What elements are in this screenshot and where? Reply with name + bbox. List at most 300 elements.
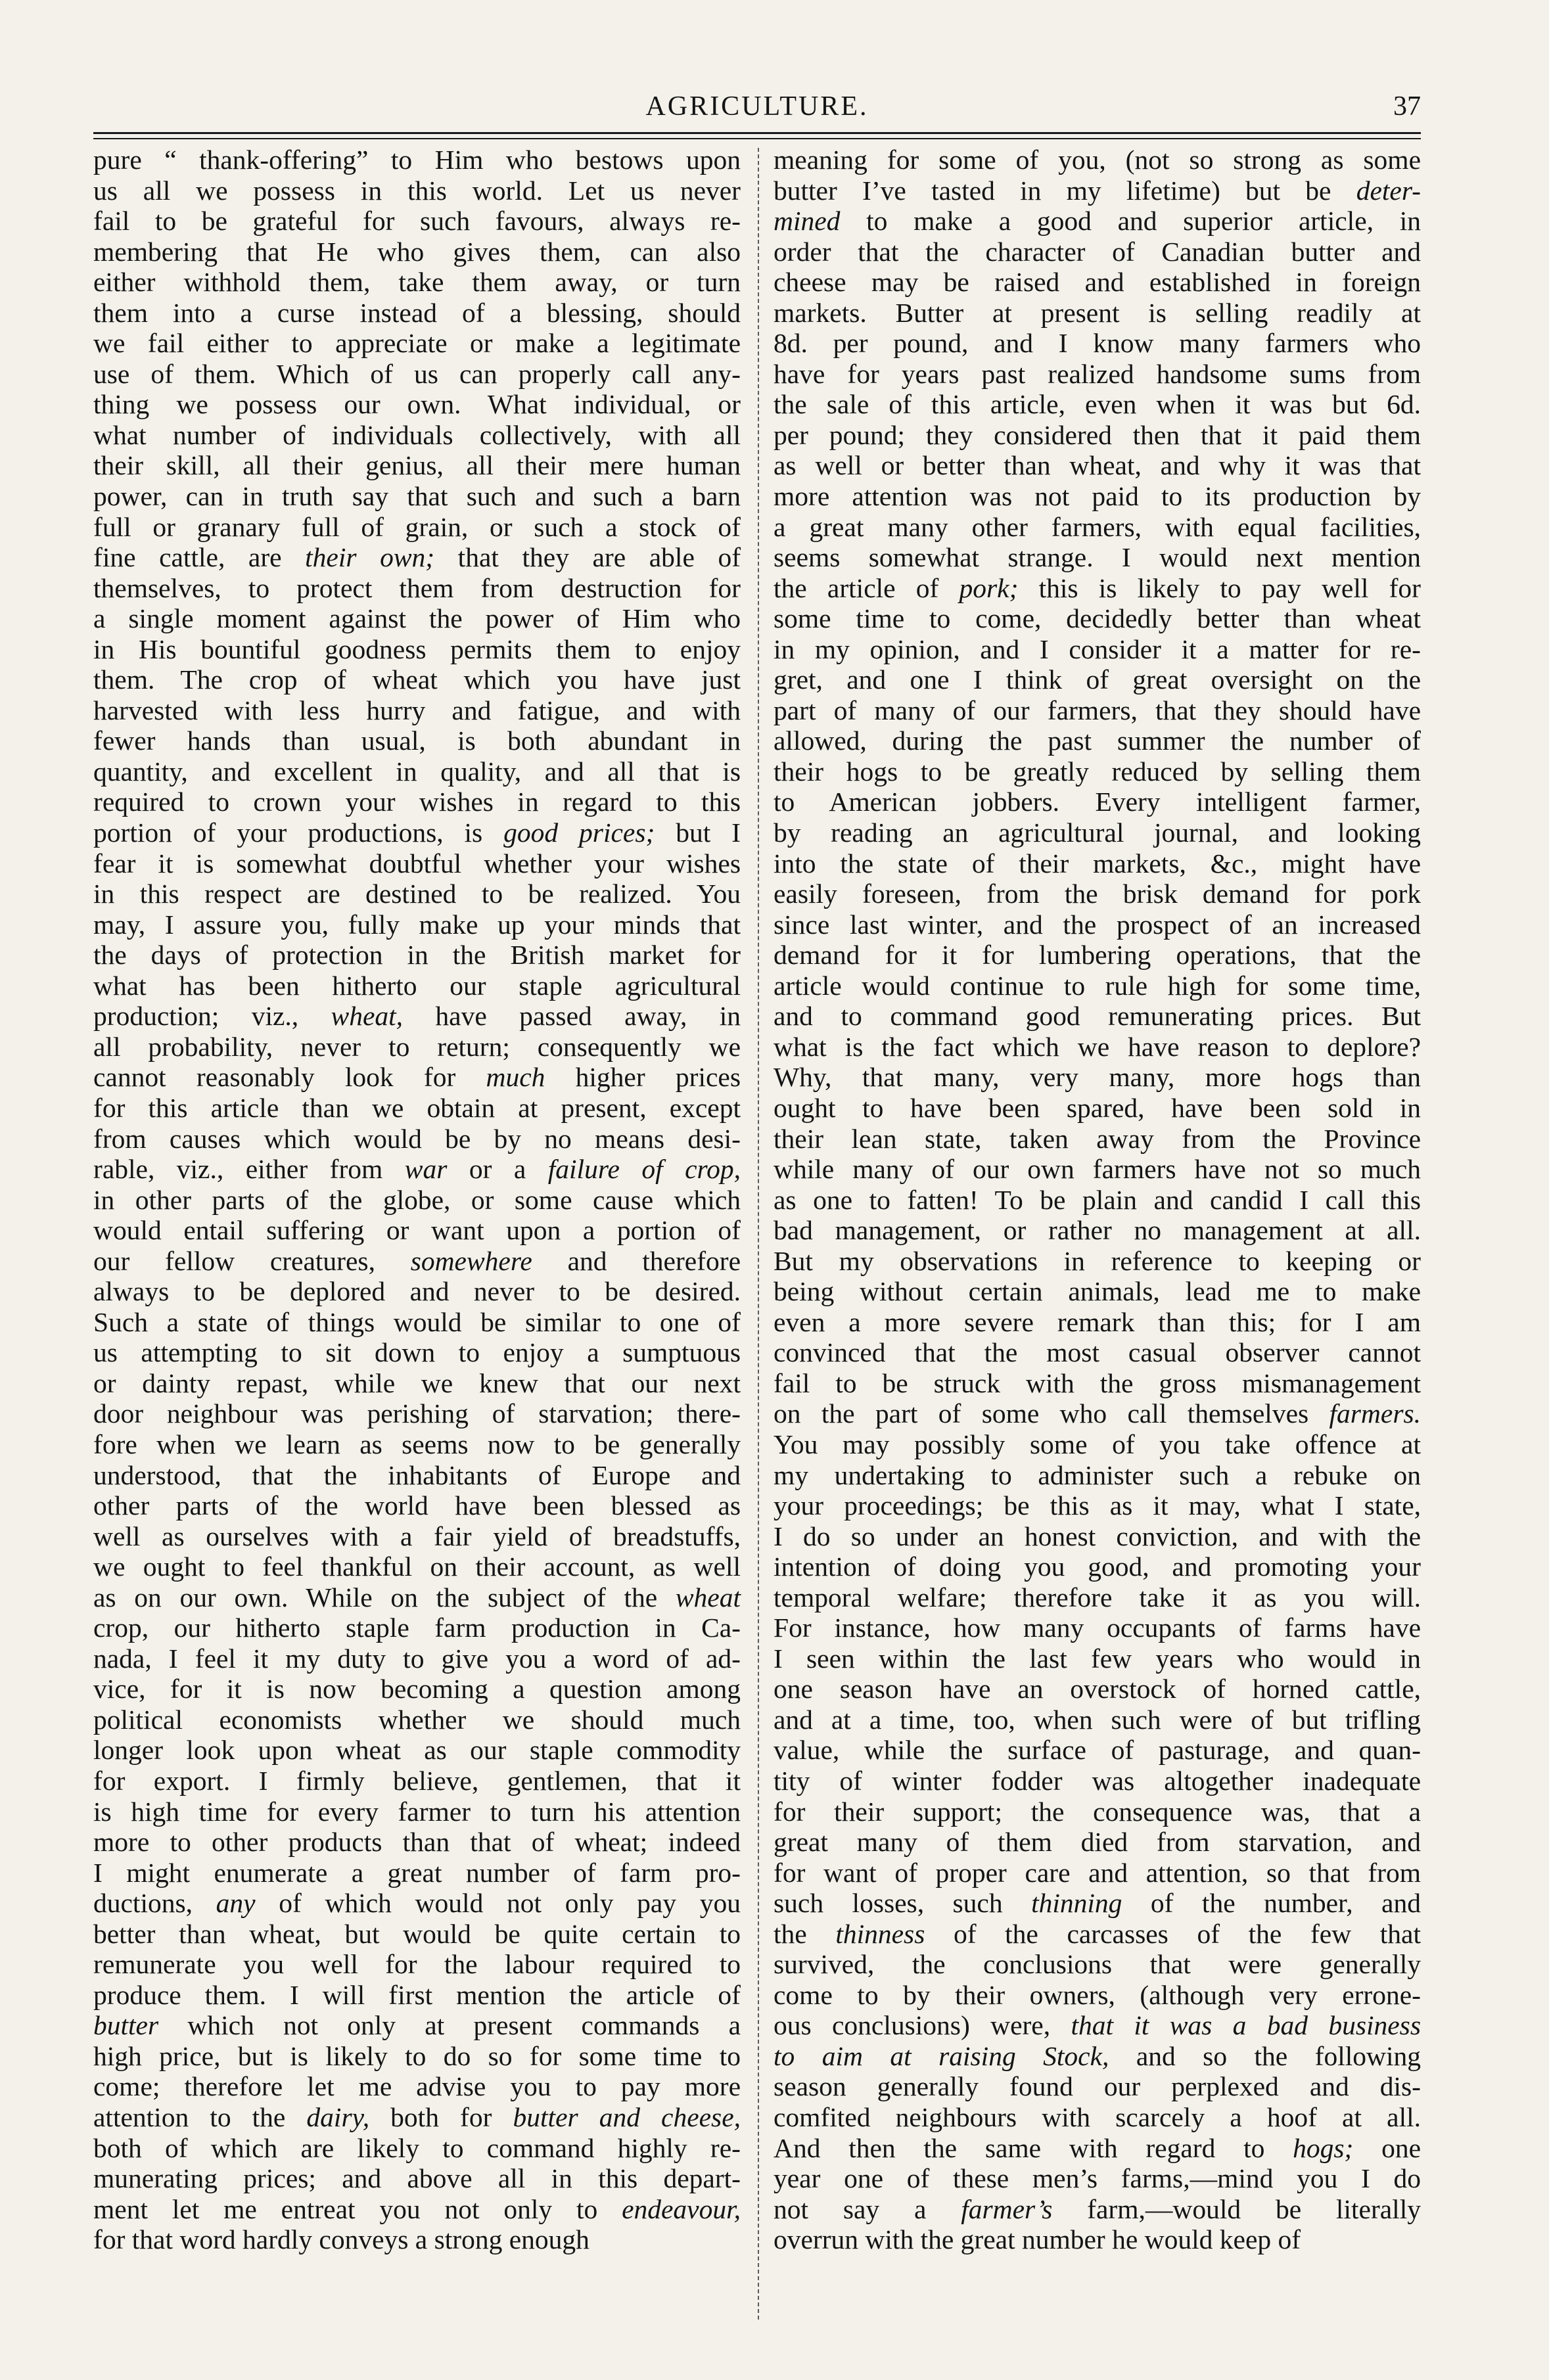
text-segment: their skill, all their genius, all their mere human <box>93 450 741 481</box>
text-line <box>93 603 741 634</box>
text-line <box>774 359 1421 390</box>
text-segment: fewer hands than usual, is both abundant in <box>93 725 741 756</box>
text-line <box>774 2102 1421 2133</box>
text-line <box>93 1490 741 1521</box>
text-segment: You may possibly some of you take offence at <box>774 1429 1421 1459</box>
text-segment: we fail either to appreciate or make a legitimate <box>93 328 741 359</box>
text-segment: and at a time, too, when such were of but trifling <box>774 1704 1421 1735</box>
text-segment: Such a state of things would be similar to one of <box>93 1306 741 1337</box>
text-line <box>93 1613 741 1643</box>
text-line <box>774 603 1421 634</box>
text-segment: ductions, <box>93 1888 216 1919</box>
text-line <box>93 756 741 787</box>
text-segment: from causes which would be by no means desi- <box>93 1123 741 1154</box>
text-line <box>774 298 1421 329</box>
text-line <box>93 1124 741 1155</box>
text-line <box>774 1246 1421 1277</box>
text-segment: a great many other farmers, with equal facilities, <box>774 511 1421 542</box>
text-segment: them into a curse instead of a blessing, should <box>93 297 741 328</box>
text-line <box>774 512 1421 543</box>
text-line <box>93 634 741 665</box>
text-line <box>93 2010 741 2041</box>
text-segment: longer look upon wheat as our staple commodity <box>93 1735 741 1766</box>
text-segment: convinced that the most casual observer cannot <box>774 1337 1421 1368</box>
text-segment: since last winter, and the prospect of an increased <box>774 909 1421 940</box>
text-segment: ous conclusions) were, <box>774 2010 1071 2041</box>
text-line <box>93 1827 741 1858</box>
text-segment: your proceedings; be this as it may, what I state, <box>774 1490 1421 1521</box>
text-segment: vice, for it is now becoming a question among <box>93 1674 741 1705</box>
text-line <box>93 725 741 756</box>
text-line <box>774 971 1421 1001</box>
text-segment: in this respect are destined to be realized. You <box>93 879 741 909</box>
italic-text: much <box>486 1062 545 1093</box>
text-line <box>774 1490 1421 1521</box>
text-line <box>774 145 1421 175</box>
text-line <box>93 1460 741 1491</box>
italic-text: butter <box>93 2010 159 2041</box>
text-segment: temporal welfare; therefore take it as you will. <box>774 1582 1421 1613</box>
italic-text: wheat <box>675 1582 741 1613</box>
text-segment: as on our own. While on the subject of the <box>93 1582 676 1613</box>
text-line <box>93 1154 741 1185</box>
text-line <box>774 1551 1421 1582</box>
text-line <box>774 909 1421 940</box>
text-segment: always to be deplored and never to be desired. <box>93 1276 741 1307</box>
text-segment: farm,—would be literally <box>1052 2193 1421 2224</box>
italic-text: thinness <box>835 1918 925 1949</box>
text-segment: of the number, and <box>1122 1888 1421 1919</box>
text-line <box>774 2194 1421 2225</box>
text-line <box>93 267 741 298</box>
italic-text: failure of crop, <box>547 1154 741 1185</box>
text-line <box>93 664 741 695</box>
text-segment: part of many of our farmers, that they should have <box>774 695 1421 725</box>
page-title: AGRICULTURE. <box>645 91 869 122</box>
text-line <box>774 2010 1421 2041</box>
text-segment: what number of individuals collectively, with all <box>93 419 741 450</box>
text-segment: tity of winter fodder was altogether inadequate <box>774 1765 1421 1796</box>
italic-text: pork; <box>959 572 1019 603</box>
text-line <box>774 1888 1421 1919</box>
text-line <box>774 420 1421 451</box>
text-segment: even a more severe remark than this; for I am <box>774 1306 1421 1337</box>
text-segment: overrun with the great number he would keep of <box>774 2224 1301 2255</box>
text-line <box>93 1215 741 1246</box>
text-segment: come; therefore let me advise you to pay more <box>93 2071 741 2102</box>
text-line <box>774 1674 1421 1705</box>
text-segment: the days of protection in the British market for <box>93 940 741 971</box>
text-segment: munerating prices; and above all in this depart- <box>93 2163 741 2194</box>
text-line <box>774 1521 1421 1552</box>
text-line <box>93 1062 741 1093</box>
italic-text: farmers. <box>1329 1398 1421 1429</box>
text-segment: in my opinion, and I consider it a matter for re- <box>774 633 1421 664</box>
text-line <box>93 879 741 909</box>
text-line <box>93 450 741 481</box>
text-line <box>93 420 741 451</box>
text-line <box>774 206 1421 237</box>
text-segment: of the carcasses of the few that <box>925 1918 1421 1949</box>
text-segment: and so the following <box>1109 2040 1422 2071</box>
text-segment: demand for it for lumbering operations, that the <box>774 940 1421 971</box>
text-line <box>774 1154 1421 1185</box>
text-line <box>93 2133 741 2164</box>
text-line <box>93 542 741 573</box>
text-segment: both for <box>369 2102 513 2132</box>
text-segment: butter I’ve tasted in my lifetime) but be <box>774 175 1356 206</box>
italic-text: somewhere <box>410 1245 532 1276</box>
text-line <box>774 1827 1421 1858</box>
italic-text: dairy, <box>306 2102 370 2132</box>
text-line <box>774 1980 1421 2011</box>
text-segment: them. The crop of wheat which you have just <box>93 664 741 695</box>
text-segment: which not only at present commands a <box>158 2010 741 2041</box>
text-line <box>93 817 741 848</box>
text-segment: But my observations in reference to keeping or <box>774 1245 1421 1276</box>
text-segment: to American jobbers. Every intelligent farmer, <box>774 787 1421 817</box>
text-line <box>774 1276 1421 1307</box>
text-segment: one <box>1353 2132 1422 2163</box>
text-line <box>93 971 741 1001</box>
text-segment: meaning for some of you, (not so strong as some <box>774 145 1421 175</box>
text-segment: and therefore <box>532 1245 741 1276</box>
text-line <box>774 725 1421 756</box>
text-segment: full or granary full of grain, or such a stock of <box>93 511 741 542</box>
text-segment: fear it is somewhat doubtful whether your wishes <box>93 848 741 879</box>
text-line <box>93 1551 741 1582</box>
text-segment: come to by their owners, (although very errone- <box>774 1979 1421 2010</box>
text-line <box>93 359 741 390</box>
text-segment: I might enumerate a great number of farm pro- <box>93 1857 741 1888</box>
text-line <box>93 787 741 817</box>
text-segment: high price, but is likely to do so for some time to <box>93 2040 741 2071</box>
text-segment: for this article than we obtain at present, except <box>93 1092 741 1123</box>
page-number: 37 <box>1393 91 1421 122</box>
text-segment: or a <box>447 1154 548 1185</box>
text-segment: membering that He who gives them, can also <box>93 236 741 267</box>
text-line <box>774 1032 1421 1063</box>
text-segment: gret, and one I think of great oversight on the <box>774 664 1421 695</box>
text-line <box>774 940 1421 971</box>
text-line <box>774 2163 1421 2194</box>
text-line <box>774 1766 1421 1796</box>
left-column <box>93 145 741 2255</box>
text-segment: not say a <box>774 2193 961 2224</box>
text-segment: nada, I feel it my duty to give you a word of ad- <box>93 1643 741 1674</box>
text-line <box>774 756 1421 787</box>
text-line <box>774 2133 1421 2164</box>
text-line <box>774 1307 1421 1338</box>
text-segment: I seen within the last few years who would in <box>774 1643 1421 1674</box>
text-line <box>774 2224 1421 2255</box>
header-rule-thin <box>93 138 1421 139</box>
text-line <box>93 1766 741 1796</box>
text-segment: for their support; the consequence was, that a <box>774 1796 1421 1827</box>
text-segment: article would continue to rule high for some time, <box>774 970 1421 1001</box>
text-segment: one season have an overstock of horned cattle, <box>774 1674 1421 1705</box>
text-segment: a single moment against the power of Him who <box>93 603 741 634</box>
text-segment: all probability, never to return; consequently we <box>93 1031 741 1062</box>
text-line <box>93 2071 741 2102</box>
text-line <box>774 1185 1421 1216</box>
text-line <box>774 1062 1421 1093</box>
text-line <box>774 1949 1421 1980</box>
text-segment: thing we possess our own. What individual, or <box>93 389 741 420</box>
text-segment: fail to be grateful for such favours, always re- <box>93 206 741 237</box>
text-segment: as well or better than wheat, and why it was that <box>774 450 1421 481</box>
text-segment: well as ourselves with a fair yield of breadstuffs, <box>93 1521 741 1551</box>
text-segment: pure “ thank-offering” to Him who bestows upon <box>93 145 741 175</box>
text-segment: fail to be struck with the gross mismanagement <box>774 1367 1421 1398</box>
text-line <box>93 175 741 206</box>
text-line <box>93 940 741 971</box>
text-segment: for want of proper care and attention, so that from <box>774 1857 1421 1888</box>
text-line <box>93 1185 741 1216</box>
text-segment: better than wheat, but would be quite certain to <box>93 1918 741 1949</box>
text-segment: produce them. I will first mention the article of <box>93 1979 741 2010</box>
text-line <box>774 1613 1421 1643</box>
text-line <box>93 695 741 726</box>
text-line <box>93 1643 741 1674</box>
text-line <box>93 848 741 879</box>
text-segment: cannot reasonably look for <box>93 1062 486 1093</box>
text-line <box>774 542 1421 573</box>
text-line <box>774 1215 1421 1246</box>
text-line <box>93 1796 741 1827</box>
text-segment: For instance, how many occupants of farms have <box>774 1613 1421 1643</box>
text-segment: would entail suffering or want upon a portion of <box>93 1215 741 1246</box>
text-segment: their lean state, taken away from the Province <box>774 1123 1421 1154</box>
italic-text: that it was a bad business <box>1071 2010 1421 2041</box>
text-segment: fine cattle, are <box>93 542 306 573</box>
text-line <box>774 1337 1421 1368</box>
text-line <box>774 817 1421 848</box>
text-segment: per pound; they considered then that it paid them <box>774 419 1421 450</box>
text-line <box>774 1124 1421 1155</box>
text-segment: cheese may be raised and established in foreign <box>774 267 1421 298</box>
text-line <box>93 1674 741 1705</box>
text-segment: And then the same with regard to <box>774 2132 1293 2163</box>
text-segment: comfited neighbours with scarcely a hoof at all. <box>774 2102 1421 2132</box>
italic-text: to aim at raising Stock, <box>774 2040 1109 2071</box>
text-segment: some time to come, decidedly better than wheat <box>774 603 1421 634</box>
italic-text: war <box>404 1154 448 1185</box>
text-line <box>93 206 741 237</box>
text-line <box>774 1429 1421 1460</box>
text-segment: bad management, or rather no management at all. <box>774 1215 1421 1246</box>
text-segment: either withhold them, take them away, or turn <box>93 267 741 298</box>
italic-text: endeavour, <box>622 2193 741 2224</box>
text-line <box>774 1368 1421 1399</box>
text-segment: more attention was not paid to its production by <box>774 481 1421 512</box>
text-segment: fore when we learn as seems now to be generally <box>93 1429 741 1459</box>
text-segment: Why, that many, very many, more hogs than <box>774 1062 1421 1093</box>
text-line <box>93 512 741 543</box>
text-segment: higher prices <box>545 1062 741 1093</box>
text-segment: such losses, such <box>774 1888 1032 1919</box>
text-segment: to make a good and superior article, in <box>840 206 1421 237</box>
text-line <box>774 389 1421 420</box>
header-rule-thick <box>93 132 1421 134</box>
text-segment: both of which are likely to command highly re- <box>93 2132 741 2163</box>
text-segment: survived, the conclusions that were generally <box>774 1949 1421 1980</box>
text-segment: or dainty repast, while we knew that our next <box>93 1367 741 1398</box>
text-segment: understood, that the inhabitants of Europe and <box>93 1459 741 1490</box>
text-line <box>774 1705 1421 1735</box>
text-line <box>93 1735 741 1766</box>
text-line <box>93 1521 741 1552</box>
text-segment: us all we possess in this world. Let us never <box>93 175 741 206</box>
text-segment: my undertaking to administer such a rebuke on <box>774 1459 1421 1490</box>
text-line <box>774 1001 1421 1032</box>
text-line <box>93 1368 741 1399</box>
text-segment: into the state of their markets, &c., might have <box>774 848 1421 879</box>
italic-text: butter and cheese, <box>513 2102 741 2132</box>
text-segment: political economists whether we should much <box>93 1704 741 1735</box>
text-line <box>93 909 741 940</box>
text-line <box>93 1398 741 1429</box>
text-line <box>93 328 741 359</box>
text-segment: may, I assure you, fully make up your minds that <box>93 909 741 940</box>
text-line <box>774 1093 1421 1124</box>
text-line <box>93 2163 741 2194</box>
text-segment: and to command good remunerating prices. But <box>774 1001 1421 1032</box>
column-divider <box>758 148 759 2320</box>
text-segment: quantity, and excellent in quality, and all that is <box>93 756 741 787</box>
text-segment: what is the fact which we have reason to deplore? <box>774 1031 1421 1062</box>
text-line <box>93 1582 741 1613</box>
text-line <box>774 634 1421 665</box>
text-line <box>93 1307 741 1338</box>
text-segment: crop, our hitherto staple farm production in Ca- <box>93 1613 741 1643</box>
text-line <box>774 1582 1421 1613</box>
text-line <box>93 1429 741 1460</box>
text-segment: allowed, during the past summer the number of <box>774 725 1421 756</box>
text-segment: seems somewhat strange. I would next mention <box>774 542 1421 573</box>
text-line <box>93 1919 741 1950</box>
text-segment: by reading an agricultural journal, and looking <box>774 817 1421 848</box>
text-line <box>93 237 741 267</box>
text-line <box>93 1888 741 1919</box>
text-segment: the article of <box>774 572 959 603</box>
text-segment: ought to have been spared, have been sold in <box>774 1092 1421 1123</box>
text-line <box>93 1858 741 1888</box>
text-segment: power, can in truth say that such and such a barn <box>93 481 741 512</box>
text-line <box>774 1735 1421 1766</box>
text-line <box>93 2102 741 2133</box>
text-segment: I do so under an honest conviction, and with the <box>774 1521 1421 1551</box>
text-segment: the <box>774 1918 836 1949</box>
text-line <box>93 1980 741 2011</box>
text-segment: production; viz., <box>93 1001 331 1032</box>
text-line <box>93 481 741 512</box>
text-segment: value, while the surface of pasturage, and quan- <box>774 1735 1421 1766</box>
text-segment: use of them. Which of us can properly call any- <box>93 358 741 389</box>
text-segment: 8d. per pound, and I know many farmers who <box>774 328 1421 359</box>
text-segment: required to crown your wishes in regard to this <box>93 787 741 817</box>
text-segment: other parts of the world have been blessed as <box>93 1490 741 1521</box>
text-segment: year one of these men’s farms,—mind you I do <box>774 2163 1421 2194</box>
text-segment: intention of doing you good, and promoting your <box>774 1551 1421 1582</box>
text-segment: portion of your productions, is <box>93 817 504 848</box>
text-line <box>774 328 1421 359</box>
text-segment: the sale of this article, even when it was but 6d. <box>774 389 1421 420</box>
text-line <box>93 1032 741 1063</box>
text-line <box>93 1276 741 1307</box>
text-segment: their hogs to be greatly reduced by selling them <box>774 756 1421 787</box>
text-line <box>774 175 1421 206</box>
text-line <box>774 695 1421 726</box>
text-line <box>774 237 1421 267</box>
text-line <box>774 787 1421 817</box>
text-line <box>774 1460 1421 1491</box>
italic-text: farmer’s <box>961 2193 1053 2224</box>
text-line <box>93 1337 741 1368</box>
text-line <box>774 267 1421 298</box>
text-line <box>93 1705 741 1735</box>
text-line <box>774 848 1421 879</box>
text-line <box>774 879 1421 909</box>
text-line <box>774 1796 1421 1827</box>
text-segment: while many of our own farmers have not so much <box>774 1154 1421 1185</box>
text-segment: that they are able of <box>434 542 741 573</box>
text-segment: have for years past realized handsome sums from <box>774 358 1421 389</box>
text-segment: as one to fatten! To be plain and candid I call this <box>774 1184 1421 1215</box>
text-segment: more to other products than that of wheat; indeed <box>93 1827 741 1858</box>
italic-text: good prices; <box>503 817 655 848</box>
text-segment: of which would not only pay you <box>255 1888 741 1919</box>
italic-text: wheat, <box>331 1001 404 1032</box>
text-segment: but I <box>655 817 741 848</box>
text-line <box>774 573 1421 604</box>
text-segment: order that the character of Canadian butter and <box>774 236 1421 267</box>
text-line <box>774 1919 1421 1950</box>
text-line <box>93 389 741 420</box>
text-segment: door neighbour was perishing of starvation; there- <box>93 1398 741 1429</box>
text-line <box>774 2071 1421 2102</box>
text-segment: harvested with less hurry and fatigue, and with <box>93 695 741 725</box>
text-line <box>774 450 1421 481</box>
text-line <box>93 2194 741 2225</box>
italic-text: thinning <box>1031 1888 1122 1919</box>
text-segment: we ought to feel thankful on their account, as well <box>93 1551 741 1582</box>
text-segment: our fellow creatures, <box>93 1245 411 1276</box>
text-line <box>93 1949 741 1980</box>
italic-text: any <box>216 1888 256 1919</box>
text-segment: attention to the <box>93 2102 307 2132</box>
italic-text: their own; <box>305 542 435 573</box>
text-segment: great many of them died from starvation, and <box>774 1827 1421 1858</box>
text-segment: on the part of some who call themselves <box>774 1398 1329 1429</box>
text-line <box>774 664 1421 695</box>
text-segment: easily foreseen, from the brisk demand for pork <box>774 879 1421 909</box>
text-line <box>93 1246 741 1277</box>
text-line <box>93 298 741 329</box>
text-segment: what has been hitherto our staple agricultural <box>93 970 741 1001</box>
text-line <box>93 145 741 175</box>
text-segment: us attempting to sit down to enjoy a sumptuous <box>93 1337 741 1368</box>
text-segment: ment let me entreat you not only to <box>93 2193 622 2224</box>
text-line <box>774 481 1421 512</box>
text-line <box>93 573 741 604</box>
text-segment: in His bountiful goodness permits them to enjoy <box>93 633 741 664</box>
text-segment: themselves, to protect them from destruction for <box>93 572 741 603</box>
text-line <box>774 1398 1421 1429</box>
text-segment: markets. Butter at present is selling readily at <box>774 297 1421 328</box>
running-head <box>93 91 1421 130</box>
text-line <box>93 1001 741 1032</box>
